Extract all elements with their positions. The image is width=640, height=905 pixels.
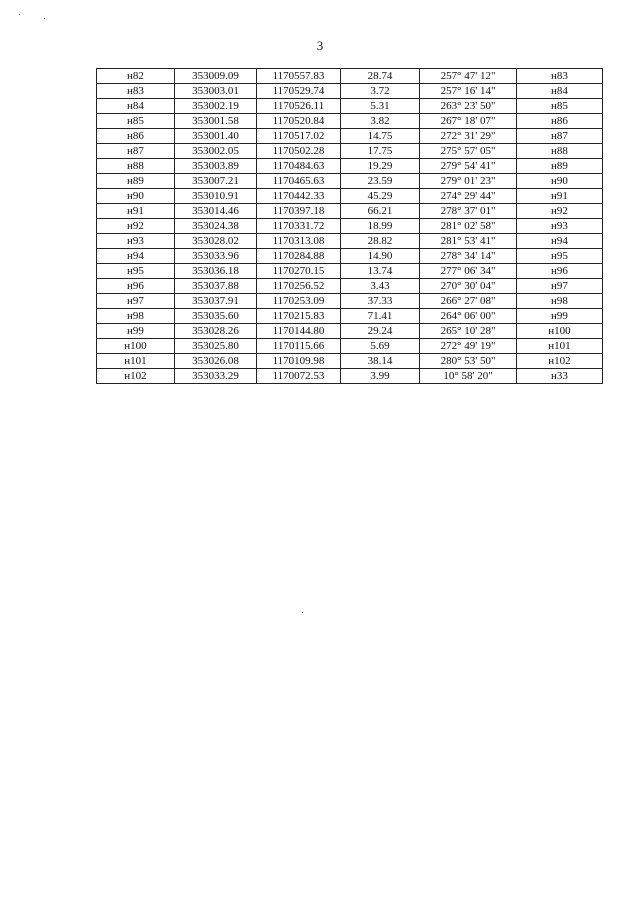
- distance-cell: 3.43: [341, 279, 420, 294]
- bearing-cell: 257° 47' 12": [420, 69, 517, 84]
- bearing-cell: 279° 01' 23": [420, 174, 517, 189]
- distance-cell: 17.75: [341, 144, 420, 159]
- y-coordinate-cell: 1170526.11: [257, 99, 341, 114]
- x-coordinate-cell: 353007.21: [175, 174, 257, 189]
- point-to-cell: н99: [517, 309, 603, 324]
- distance-cell: 45.29: [341, 189, 420, 204]
- point-from-cell: н99: [97, 324, 175, 339]
- y-coordinate-cell: 1170484.63: [257, 159, 341, 174]
- table-row: [97, 84, 603, 99]
- point-to-cell: н33: [517, 369, 603, 384]
- table-row: [97, 204, 603, 219]
- x-coordinate-cell: 353037.91: [175, 294, 257, 309]
- point-to-cell: н86: [517, 114, 603, 129]
- x-coordinate-cell: 353025.80: [175, 339, 257, 354]
- point-from-cell: н92: [97, 219, 175, 234]
- y-coordinate-cell: 1170520.84: [257, 114, 341, 129]
- table-row: [97, 249, 603, 264]
- y-coordinate-cell: 1170502.28: [257, 144, 341, 159]
- point-to-cell: н91: [517, 189, 603, 204]
- point-from-cell: н100: [97, 339, 175, 354]
- y-coordinate-cell: 1170270.15: [257, 264, 341, 279]
- bearing-cell: 274° 29' 44": [420, 189, 517, 204]
- scan-speck: [19, 14, 20, 15]
- table-row: [97, 174, 603, 189]
- y-coordinate-cell: 1170529.74: [257, 84, 341, 99]
- x-coordinate-cell: 353001.58: [175, 114, 257, 129]
- point-from-cell: н87: [97, 144, 175, 159]
- point-from-cell: н95: [97, 264, 175, 279]
- point-to-cell: н87: [517, 129, 603, 144]
- x-coordinate-cell: 353003.89: [175, 159, 257, 174]
- x-coordinate-cell: 353001.40: [175, 129, 257, 144]
- point-from-cell: н101: [97, 354, 175, 369]
- point-from-cell: н85: [97, 114, 175, 129]
- point-to-cell: н102: [517, 354, 603, 369]
- y-coordinate-cell: 1170144.80: [257, 324, 341, 339]
- point-from-cell: н90: [97, 189, 175, 204]
- point-to-cell: н100: [517, 324, 603, 339]
- bearing-cell: 278° 34' 14": [420, 249, 517, 264]
- table-row: [97, 369, 603, 384]
- table-row: [97, 99, 603, 114]
- point-to-cell: н97: [517, 279, 603, 294]
- y-coordinate-cell: 1170215.83: [257, 309, 341, 324]
- x-coordinate-cell: 353037.88: [175, 279, 257, 294]
- coordinates-table: [96, 68, 603, 384]
- point-to-cell: н96: [517, 264, 603, 279]
- point-to-cell: н95: [517, 249, 603, 264]
- point-from-cell: н97: [97, 294, 175, 309]
- table-row: [97, 189, 603, 204]
- distance-cell: 5.69: [341, 339, 420, 354]
- point-from-cell: н82: [97, 69, 175, 84]
- point-from-cell: н96: [97, 279, 175, 294]
- bearing-cell: 281° 02' 58": [420, 219, 517, 234]
- distance-cell: 71.41: [341, 309, 420, 324]
- x-coordinate-cell: 353010.91: [175, 189, 257, 204]
- y-coordinate-cell: 1170465.63: [257, 174, 341, 189]
- point-to-cell: н84: [517, 84, 603, 99]
- bearing-cell: 272° 49' 19": [420, 339, 517, 354]
- point-to-cell: н101: [517, 339, 603, 354]
- bearing-cell: 10° 58' 20": [420, 369, 517, 384]
- bearing-cell: 270° 30' 04": [420, 279, 517, 294]
- distance-cell: 66.21: [341, 204, 420, 219]
- point-to-cell: н94: [517, 234, 603, 249]
- y-coordinate-cell: 1170253.09: [257, 294, 341, 309]
- bearing-cell: 266° 27' 08": [420, 294, 517, 309]
- table-row: [97, 324, 603, 339]
- table-row: [97, 69, 603, 84]
- distance-cell: 3.99: [341, 369, 420, 384]
- distance-cell: 28.82: [341, 234, 420, 249]
- bearing-cell: 279° 54' 41": [420, 159, 517, 174]
- point-from-cell: н84: [97, 99, 175, 114]
- table-row: [97, 354, 603, 369]
- table-row: [97, 339, 603, 354]
- y-coordinate-cell: 1170331.72: [257, 219, 341, 234]
- point-from-cell: н91: [97, 204, 175, 219]
- distance-cell: 18.99: [341, 219, 420, 234]
- table-row: [97, 219, 603, 234]
- x-coordinate-cell: 353028.26: [175, 324, 257, 339]
- point-from-cell: н83: [97, 84, 175, 99]
- table-row: [97, 159, 603, 174]
- point-to-cell: н92: [517, 204, 603, 219]
- distance-cell: 3.82: [341, 114, 420, 129]
- x-coordinate-cell: 353036.18: [175, 264, 257, 279]
- x-coordinate-cell: 353033.29: [175, 369, 257, 384]
- point-from-cell: н88: [97, 159, 175, 174]
- point-to-cell: н88: [517, 144, 603, 159]
- distance-cell: 5.31: [341, 99, 420, 114]
- x-coordinate-cell: 353028.02: [175, 234, 257, 249]
- point-to-cell: н90: [517, 174, 603, 189]
- coordinates-table-body: [97, 69, 603, 384]
- table-row: [97, 309, 603, 324]
- point-from-cell: н89: [97, 174, 175, 189]
- x-coordinate-cell: 353002.05: [175, 144, 257, 159]
- y-coordinate-cell: 1170109.98: [257, 354, 341, 369]
- scan-speck: [44, 18, 45, 19]
- y-coordinate-cell: 1170072.53: [257, 369, 341, 384]
- y-coordinate-cell: 1170557.83: [257, 69, 341, 84]
- distance-cell: 29.24: [341, 324, 420, 339]
- bearing-cell: 257° 16' 14": [420, 84, 517, 99]
- bearing-cell: 281° 53' 41": [420, 234, 517, 249]
- distance-cell: 23.59: [341, 174, 420, 189]
- point-from-cell: н93: [97, 234, 175, 249]
- page-number: 3: [316, 38, 324, 53]
- distance-cell: 19.29: [341, 159, 420, 174]
- y-coordinate-cell: 1170256.52: [257, 279, 341, 294]
- x-coordinate-cell: 353009.09: [175, 69, 257, 84]
- y-coordinate-cell: 1170115.66: [257, 339, 341, 354]
- bearing-cell: 267° 18' 07": [420, 114, 517, 129]
- x-coordinate-cell: 353024.38: [175, 219, 257, 234]
- x-coordinate-cell: 353014.46: [175, 204, 257, 219]
- point-from-cell: н102: [97, 369, 175, 384]
- distance-cell: 37.33: [341, 294, 420, 309]
- x-coordinate-cell: 353002.19: [175, 99, 257, 114]
- bearing-cell: 275° 57' 05": [420, 144, 517, 159]
- point-to-cell: н98: [517, 294, 603, 309]
- point-from-cell: н86: [97, 129, 175, 144]
- table-row: [97, 294, 603, 309]
- bearing-cell: 277° 06' 34": [420, 264, 517, 279]
- point-to-cell: н83: [517, 69, 603, 84]
- bearing-cell: 264° 06' 00": [420, 309, 517, 324]
- x-coordinate-cell: 353026.08: [175, 354, 257, 369]
- point-to-cell: н85: [517, 99, 603, 114]
- y-coordinate-cell: 1170442.33: [257, 189, 341, 204]
- point-to-cell: н89: [517, 159, 603, 174]
- distance-cell: 14.75: [341, 129, 420, 144]
- distance-cell: 13.74: [341, 264, 420, 279]
- point-to-cell: н93: [517, 219, 603, 234]
- table-row: [97, 279, 603, 294]
- distance-cell: 3.72: [341, 84, 420, 99]
- bearing-cell: 265° 10' 28": [420, 324, 517, 339]
- y-coordinate-cell: 1170517.02: [257, 129, 341, 144]
- point-from-cell: н94: [97, 249, 175, 264]
- x-coordinate-cell: 353035.60: [175, 309, 257, 324]
- table-row: [97, 144, 603, 159]
- x-coordinate-cell: 353033.96: [175, 249, 257, 264]
- table-row: [97, 114, 603, 129]
- distance-cell: 14.90: [341, 249, 420, 264]
- table-row: [97, 129, 603, 144]
- y-coordinate-cell: 1170397.18: [257, 204, 341, 219]
- bearing-cell: 272° 31' 29": [420, 129, 517, 144]
- y-coordinate-cell: 1170284.88: [257, 249, 341, 264]
- table-row: [97, 264, 603, 279]
- bearing-cell: 280° 53' 50": [420, 354, 517, 369]
- scan-speck: [302, 612, 303, 613]
- table-row: [97, 234, 603, 249]
- point-from-cell: н98: [97, 309, 175, 324]
- y-coordinate-cell: 1170313.08: [257, 234, 341, 249]
- x-coordinate-cell: 353003.01: [175, 84, 257, 99]
- bearing-cell: 278° 37' 01": [420, 204, 517, 219]
- distance-cell: 38.14: [341, 354, 420, 369]
- distance-cell: 28.74: [341, 69, 420, 84]
- bearing-cell: 263° 23' 50": [420, 99, 517, 114]
